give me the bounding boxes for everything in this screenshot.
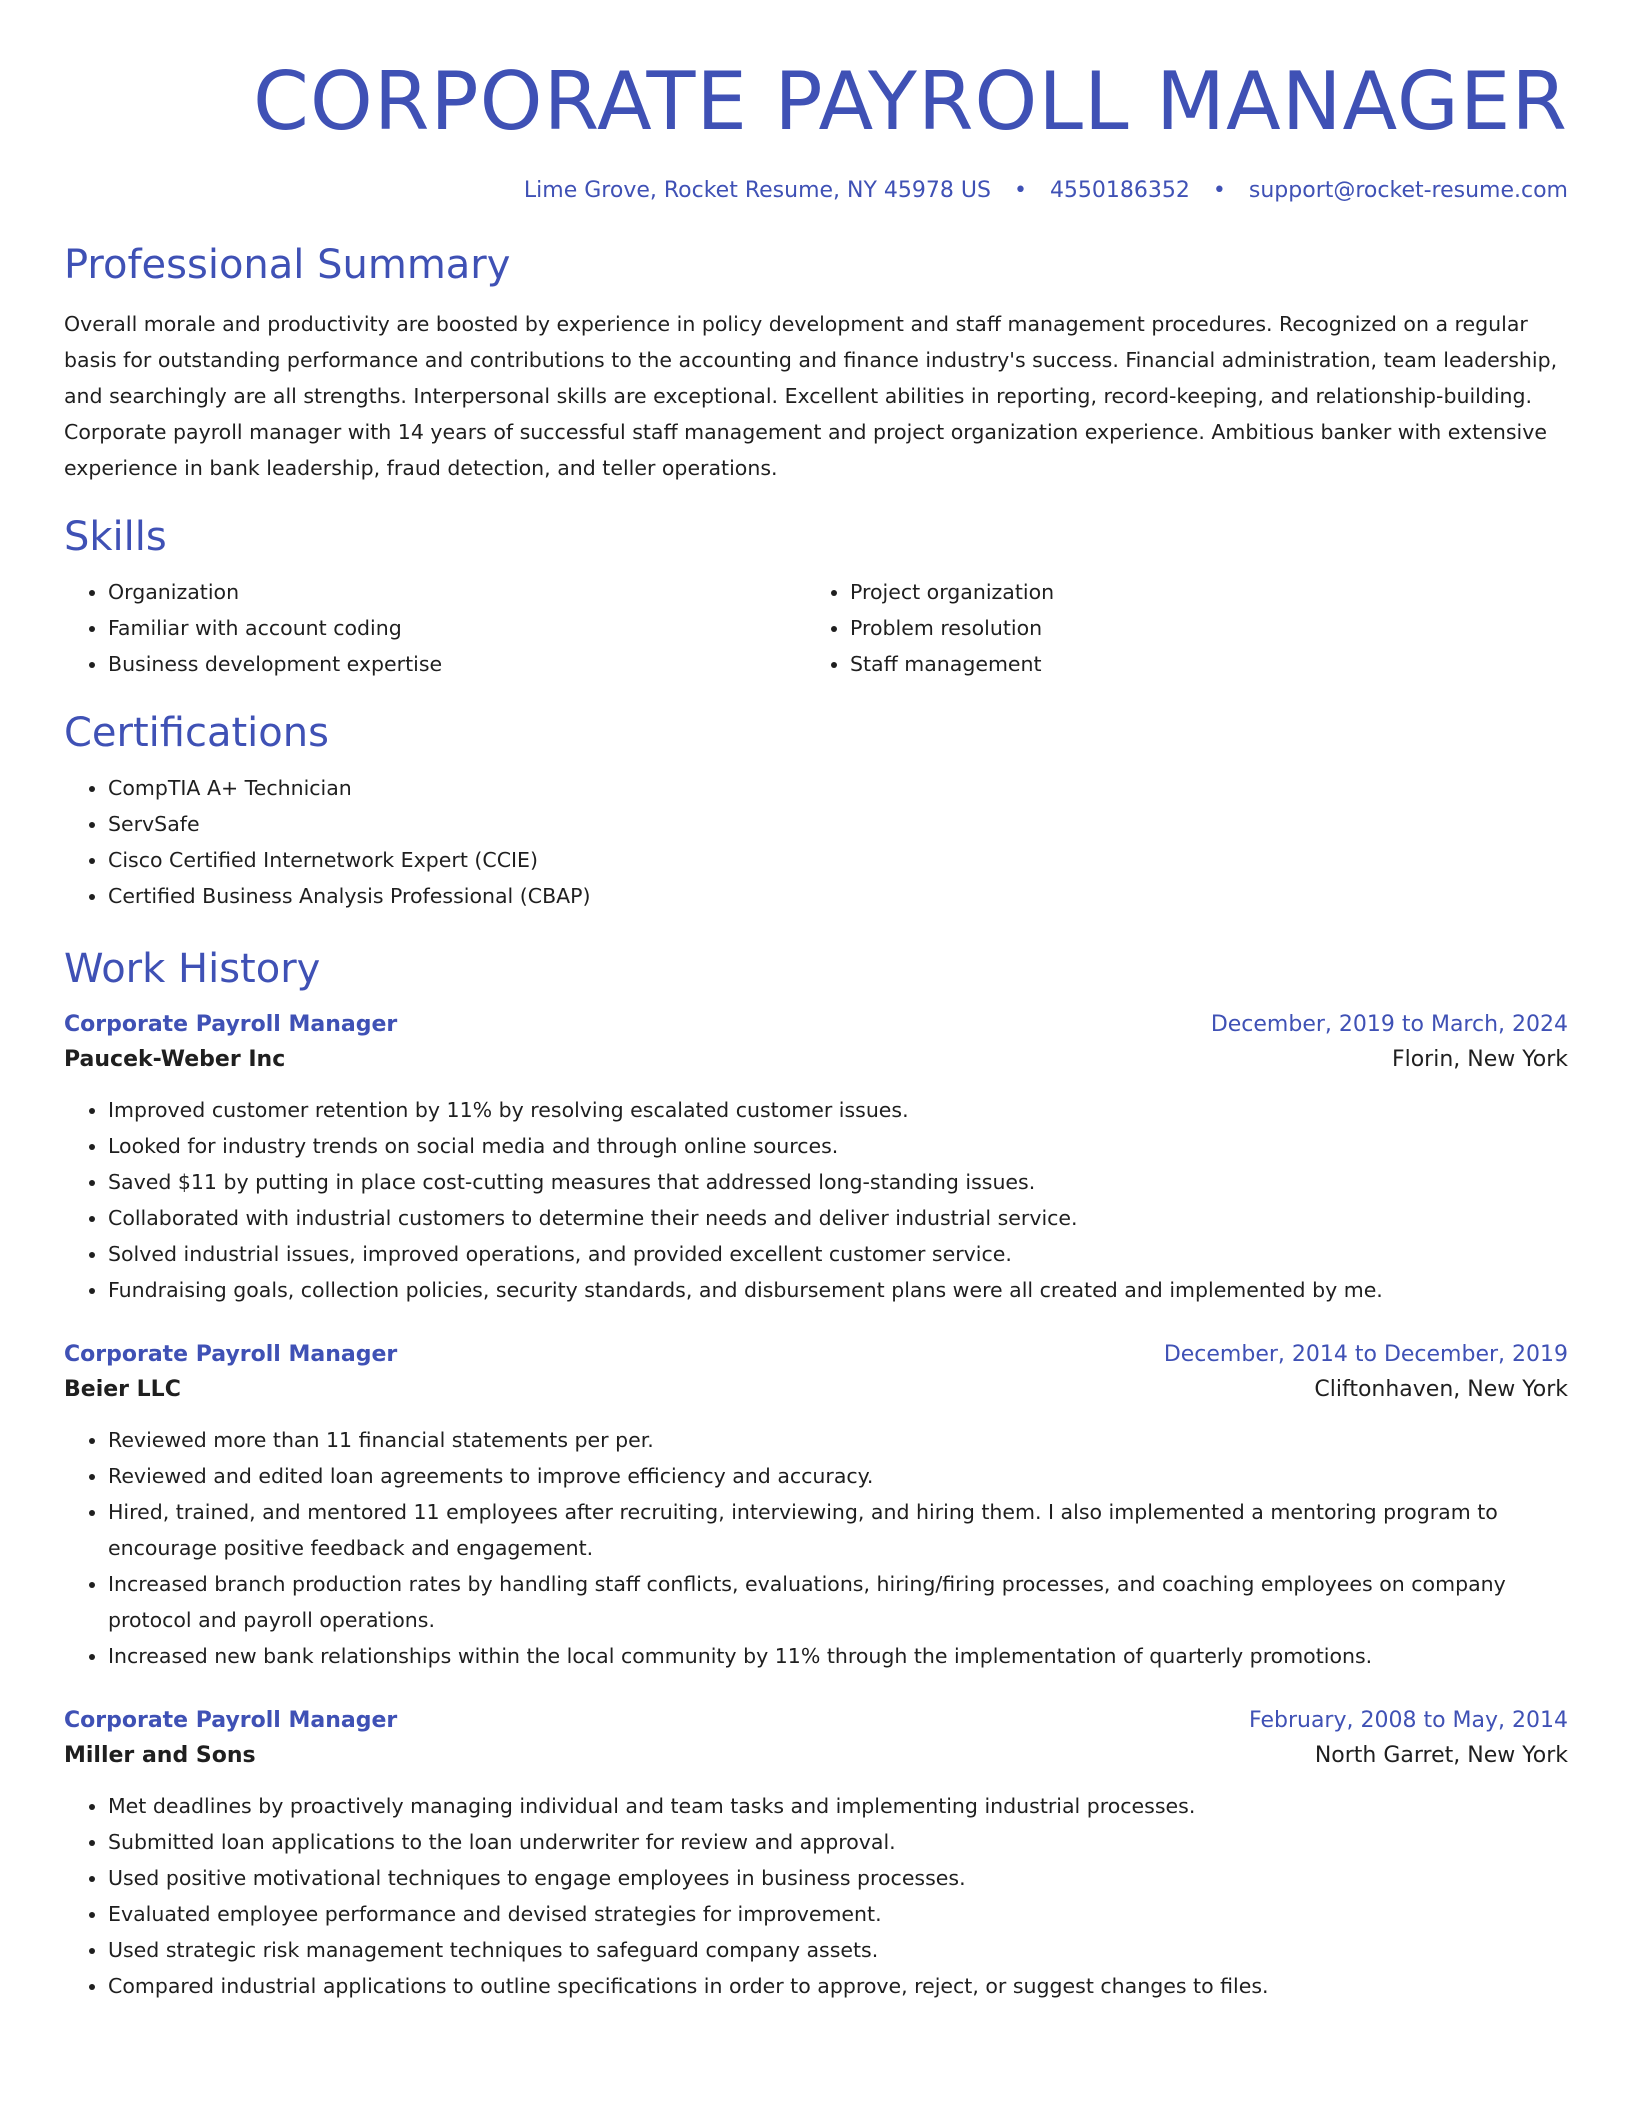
job-bullets — [64, 1422, 1568, 1674]
job-bullet: • Collaborated with industrial customers to determine their needs and deliver industrial service. — [108, 1200, 1568, 1236]
certification-item: • Certified Business Analysis Professional (CBAP) — [108, 878, 1568, 914]
job-bullet: • Fundraising goals, collection policies, security standards, and disbursement plans were all created and implemented by me. — [108, 1272, 1568, 1308]
separator-dot: • — [1013, 178, 1027, 203]
summary-text: Overall morale and productivity are boosted by experience in policy development and staff management procedures. Recognized on a regular basis for outstanding performance and contributions to the accounting and finance industry's success. Financial administration, team leadership, and searchingly are all strengths. Interpersonal skills are exceptional. Excellent abilities in reporting, record-keeping, and relationship-building. Corporate payroll manager with 14 years of successful staff management and project organization experience. Ambitious banker with extensive experience in bank leadership, fraud detection, and teller operations. — [64, 312, 1558, 480]
company-name: Miller and Sons — [64, 1743, 256, 1768]
certification-item: • Cisco Certified Internetwork Expert (CCIE) — [108, 842, 1568, 878]
job-dates: December, 2014 to December, 2019 — [1163, 1342, 1568, 1367]
certification-item: • ServSafe — [108, 806, 1568, 842]
job-bullets — [64, 1092, 1568, 1308]
job-title: Corporate Payroll Manager — [64, 1012, 398, 1037]
job-location: North Garret, New York — [1314, 1743, 1568, 1768]
job-bullet: • Improved customer retention by 11% by resolving escalated customer issues. — [108, 1092, 1568, 1128]
job-bullet: • Used positive motivational techniques to engage employees in business processes. — [108, 1860, 1568, 1896]
skills-heading: Skills — [64, 514, 167, 560]
job-bullet: • Looked for industry trends on social media and through online sources. — [108, 1128, 1568, 1164]
job-bullet: • Submitted loan applications to the loan underwriter for review and approval. — [108, 1824, 1568, 1860]
job-subheader — [64, 1372, 1568, 1408]
email: support@rocket-resume.com — [1248, 178, 1568, 203]
contact-line — [64, 176, 1568, 206]
certifications-heading: Certifications — [64, 710, 329, 756]
skill-item: • Project organization — [850, 574, 1548, 610]
job-entry — [64, 1008, 1568, 1308]
skill-item: • Problem resolution — [850, 610, 1548, 646]
company-name: Beier LLC — [64, 1377, 181, 1402]
job-bullet: • Reviewed more than 11 financial statements per per. — [108, 1422, 1568, 1458]
job-header — [64, 1338, 1568, 1372]
skills-column-left — [64, 574, 806, 682]
job-location: Florin, New York — [1391, 1047, 1568, 1072]
certification-item: • CompTIA A+ Technician — [108, 770, 1568, 806]
phone: 4550186352 — [1049, 178, 1190, 203]
job-bullets — [64, 1788, 1568, 2004]
certifications-list — [64, 770, 1568, 914]
summary-heading: Professional Summary — [64, 242, 511, 288]
skills-list — [64, 574, 1568, 682]
job-title: Corporate Payroll Manager — [64, 1708, 398, 1733]
job-dates: December, 2019 to March, 2024 — [1210, 1012, 1568, 1037]
job-bullet: • Increased branch production rates by handling staff conflicts, evaluations, hiring/firing processes, and coaching employees on company protocol and payroll operations. — [108, 1566, 1568, 1638]
skill-item: • Familiar with account coding — [108, 610, 806, 646]
job-header — [64, 1704, 1568, 1738]
resume-title: CORPORATE PAYROLL MANAGER — [253, 55, 1568, 148]
job-header — [64, 1008, 1568, 1042]
job-subheader — [64, 1738, 1568, 1774]
job-entry — [64, 1704, 1568, 2004]
skills-column-right — [806, 574, 1548, 682]
job-bullet: • Hired, trained, and mentored 11 employees after recruiting, interviewing, and hiring them. I also implemented a mentoring program to encourage positive feedback and engagement. — [108, 1494, 1568, 1566]
job-bullet: • Saved $11 by putting in place cost-cutting measures that addressed long-standing issues. — [108, 1164, 1568, 1200]
skill-item: • Business development expertise — [108, 646, 806, 682]
job-bullet: • Compared industrial applications to outline specifications in order to approve, reject, or suggest changes to files. — [108, 1968, 1568, 2004]
job-bullet: • Used strategic risk management techniques to safeguard company assets. — [108, 1932, 1568, 1968]
job-bullet: • Met deadlines by proactively managing individual and team tasks and implementing industrial processes. — [108, 1788, 1568, 1824]
job-entry — [64, 1338, 1568, 1674]
skill-item: • Staff management — [850, 646, 1548, 682]
job-dates: February, 2008 to May, 2014 — [1249, 1708, 1568, 1733]
job-title: Corporate Payroll Manager — [64, 1342, 398, 1367]
separator-dot: • — [1212, 178, 1226, 203]
job-location: Cliftonhaven, New York — [1314, 1377, 1568, 1402]
address: Lime Grove, Rocket Resume, NY 45978 US — [523, 178, 991, 203]
job-bullet: • Increased new bank relationships within the local community by 11% through the implementation of quarterly promotions. — [108, 1638, 1568, 1674]
work-history-heading: Work History — [64, 946, 321, 992]
job-subheader — [64, 1042, 1568, 1078]
company-name: Paucek-Weber Inc — [64, 1047, 286, 1072]
skill-item: • Organization — [108, 574, 806, 610]
resume-page — [64, 0, 1568, 2004]
job-bullet: • Reviewed and edited loan agreements to improve efficiency and accuracy. — [108, 1458, 1568, 1494]
job-bullet: • Evaluated employee performance and devised strategies for improvement. — [108, 1896, 1568, 1932]
job-bullet: • Solved industrial issues, improved operations, and provided excellent customer service. — [108, 1236, 1568, 1272]
